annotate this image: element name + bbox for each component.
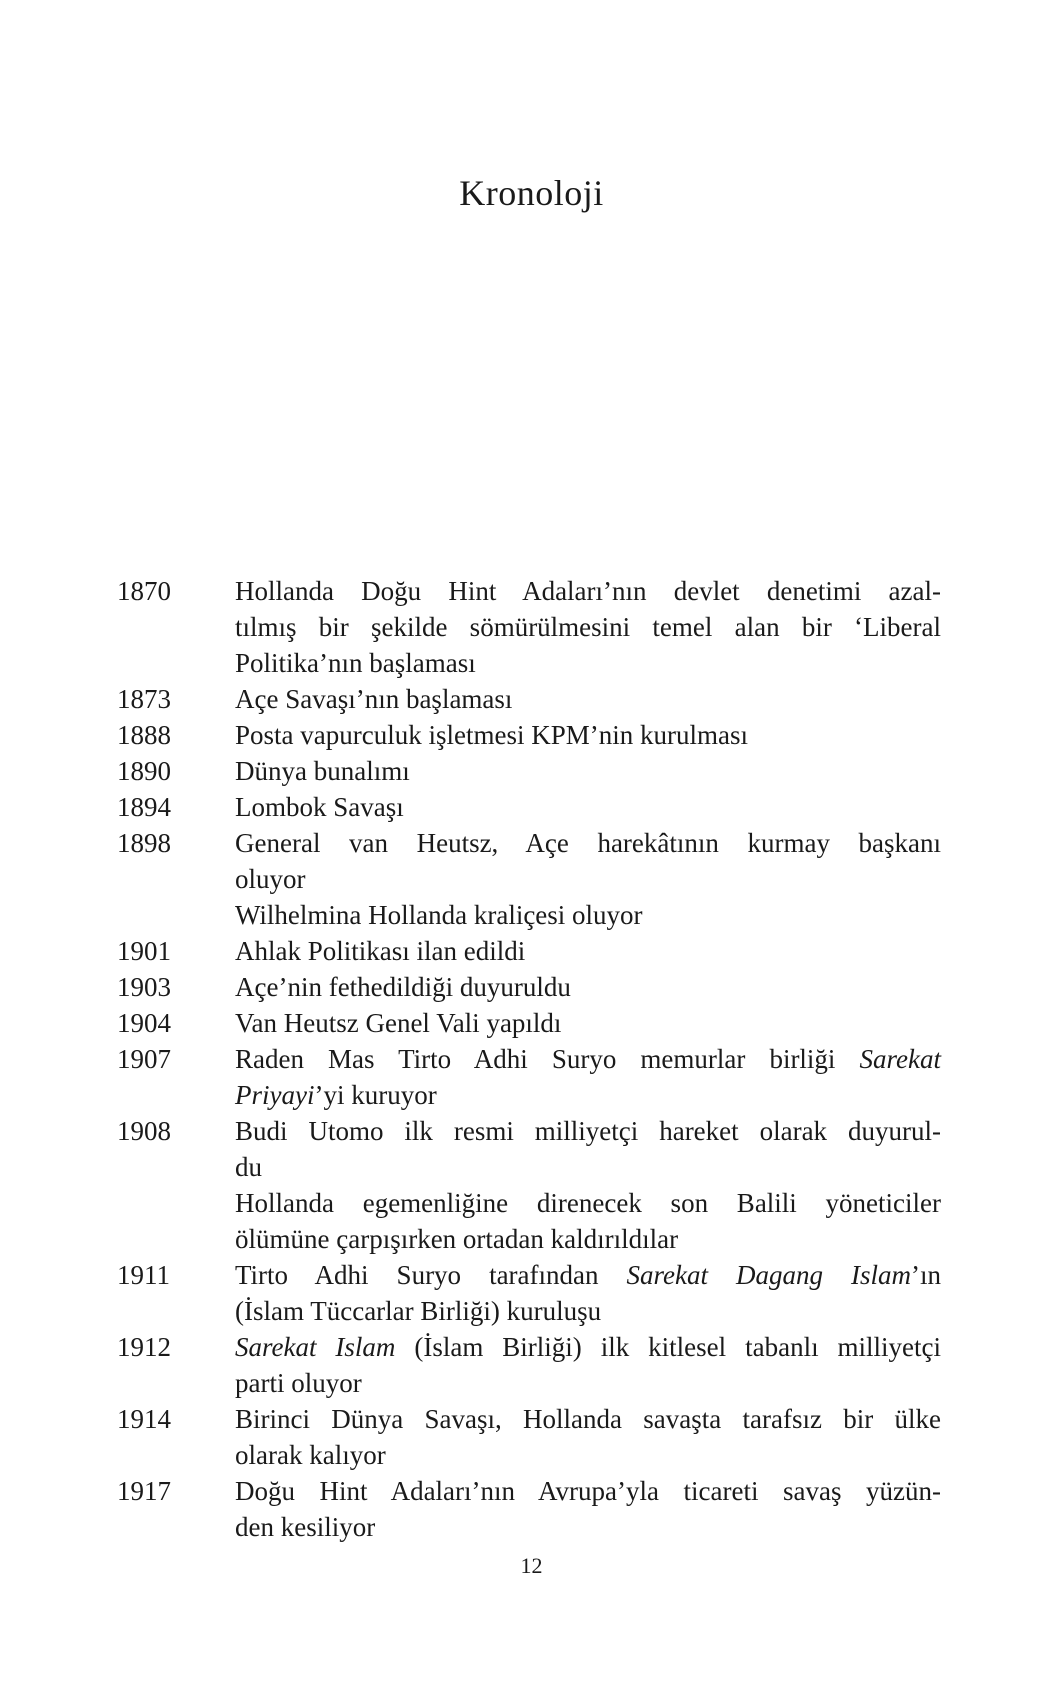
italic-term: Sarekat Islam (235, 1332, 396, 1362)
entry-line-part: Tirto Adhi Suryo tarafından (235, 1260, 599, 1290)
entry-line: Posta vapurculuk işletmesi KPM’nin kurulması (235, 720, 748, 750)
entry-text (235, 1005, 941, 1041)
chronology-entry (117, 573, 947, 681)
entry-year: 1901 (117, 936, 171, 966)
entry-line: Birinci Dünya Savaşı, Hollanda savaşta tarafsız bir ülke (235, 1404, 941, 1434)
entry-text (235, 1257, 941, 1329)
entry-line: Açe’nin fethedildiği duyuruldu (235, 972, 571, 1002)
chronology-entry (117, 1113, 947, 1257)
entry-line-part: Raden Mas Tirto Adhi Suryo memurlar birliği (235, 1044, 836, 1074)
italic-term: Priyayi (235, 1080, 315, 1110)
entry-year: 1873 (117, 684, 171, 714)
chronology-entry (117, 1401, 947, 1473)
entry-year: 1911 (117, 1260, 170, 1290)
entry-line: Lombok Savaşı (235, 792, 404, 822)
entry-line: Wilhelmina Hollanda kraliçesi oluyor (235, 900, 643, 930)
entry-line-part: ’ın (911, 1260, 941, 1290)
italic-term: Sarekat Dagang Islam (626, 1260, 911, 1290)
chronology-entry (117, 717, 947, 753)
entry-line: olarak kalıyor (235, 1440, 386, 1470)
entry-text (235, 717, 941, 753)
page-title: Kronoloji (459, 173, 604, 213)
chronology-entry (117, 681, 947, 717)
chronology-entry (117, 789, 947, 825)
entry-line: Van Heutsz Genel Vali yapıldı (235, 1008, 562, 1038)
entry-line: du (235, 1152, 262, 1182)
entry-line: (İslam Tüccarlar Birliği) kuruluşu (235, 1296, 602, 1326)
italic-term: Sarekat (859, 1044, 941, 1074)
entry-line-part: (İslam Birliği) ilk kitlesel tabanlı milliyetçi (414, 1332, 941, 1362)
entry-line: Dünya bunalımı (235, 756, 410, 786)
entry-year: 1890 (117, 756, 171, 786)
entry-text (235, 753, 941, 789)
chronology-list (117, 573, 947, 1545)
chronology-entry (117, 1005, 947, 1041)
page-number: 12 (520, 1553, 543, 1578)
entry-line-part: ’yi kuruyor (314, 1080, 437, 1110)
entry-line: ölümüne çarpışırken ortadan kaldırıldılar (235, 1224, 679, 1254)
chronology-entry (117, 1473, 947, 1545)
entry-text (235, 969, 941, 1005)
entry-line: oluyor (235, 864, 306, 894)
entry-year: 1917 (117, 1476, 171, 1506)
entry-text (235, 1401, 941, 1473)
entry-year: 1907 (117, 1044, 171, 1074)
entry-line: Açe Savaşı’nın başlaması (235, 684, 513, 714)
chronology-entry (117, 933, 947, 969)
entry-line: parti oluyor (235, 1368, 362, 1398)
entry-year: 1898 (117, 828, 171, 858)
entry-text (235, 825, 941, 933)
entry-year: 1903 (117, 972, 171, 1002)
entry-year: 1894 (117, 792, 171, 822)
entry-line (235, 1329, 941, 1365)
entry-line: Hollanda egemenliğine direnecek son Balili yöneticiler (235, 1188, 941, 1218)
entry-text (235, 1113, 941, 1257)
chronology-entry (117, 1257, 947, 1329)
entry-text (235, 1473, 941, 1545)
entry-text (235, 573, 941, 681)
entry-line: den kesiliyor (235, 1512, 376, 1542)
chronology-entry (117, 1329, 947, 1401)
entry-line: Ahlak Politikası ilan edildi (235, 936, 526, 966)
chronology-entry (117, 825, 947, 933)
entry-year: 1914 (117, 1404, 171, 1434)
entry-line (235, 1077, 941, 1113)
entry-year: 1912 (117, 1332, 171, 1362)
chronology-entry (117, 969, 947, 1005)
entry-text (235, 1329, 941, 1401)
entry-line: Budi Utomo ilk resmi milliyetçi hareket olarak duyurul- (235, 1116, 941, 1146)
chronology-entry (117, 1041, 947, 1113)
entry-text (235, 1041, 941, 1113)
entry-line (235, 1041, 941, 1077)
entry-line: tılmış bir şekilde sömürülmesini temel alan bir ‘Liberal (235, 612, 941, 642)
entry-line: Hollanda Doğu Hint Adaları’nın devlet denetimi azal- (235, 576, 941, 606)
entry-year: 1908 (117, 1116, 171, 1146)
entry-line: General van Heutsz, Açe harekâtının kurmay başkanı (235, 828, 941, 858)
entry-text (235, 933, 941, 969)
entry-year: 1870 (117, 576, 171, 606)
entry-year: 1888 (117, 720, 171, 750)
entry-line: Doğu Hint Adaları’nın Avrupa’yla ticareti savaş yüzün- (235, 1476, 941, 1506)
entry-year: 1904 (117, 1008, 171, 1038)
entry-line: Politika’nın başlaması (235, 648, 476, 678)
entry-line (235, 1257, 941, 1293)
chronology-entry (117, 753, 947, 789)
entry-text (235, 789, 941, 825)
entry-text (235, 681, 941, 717)
